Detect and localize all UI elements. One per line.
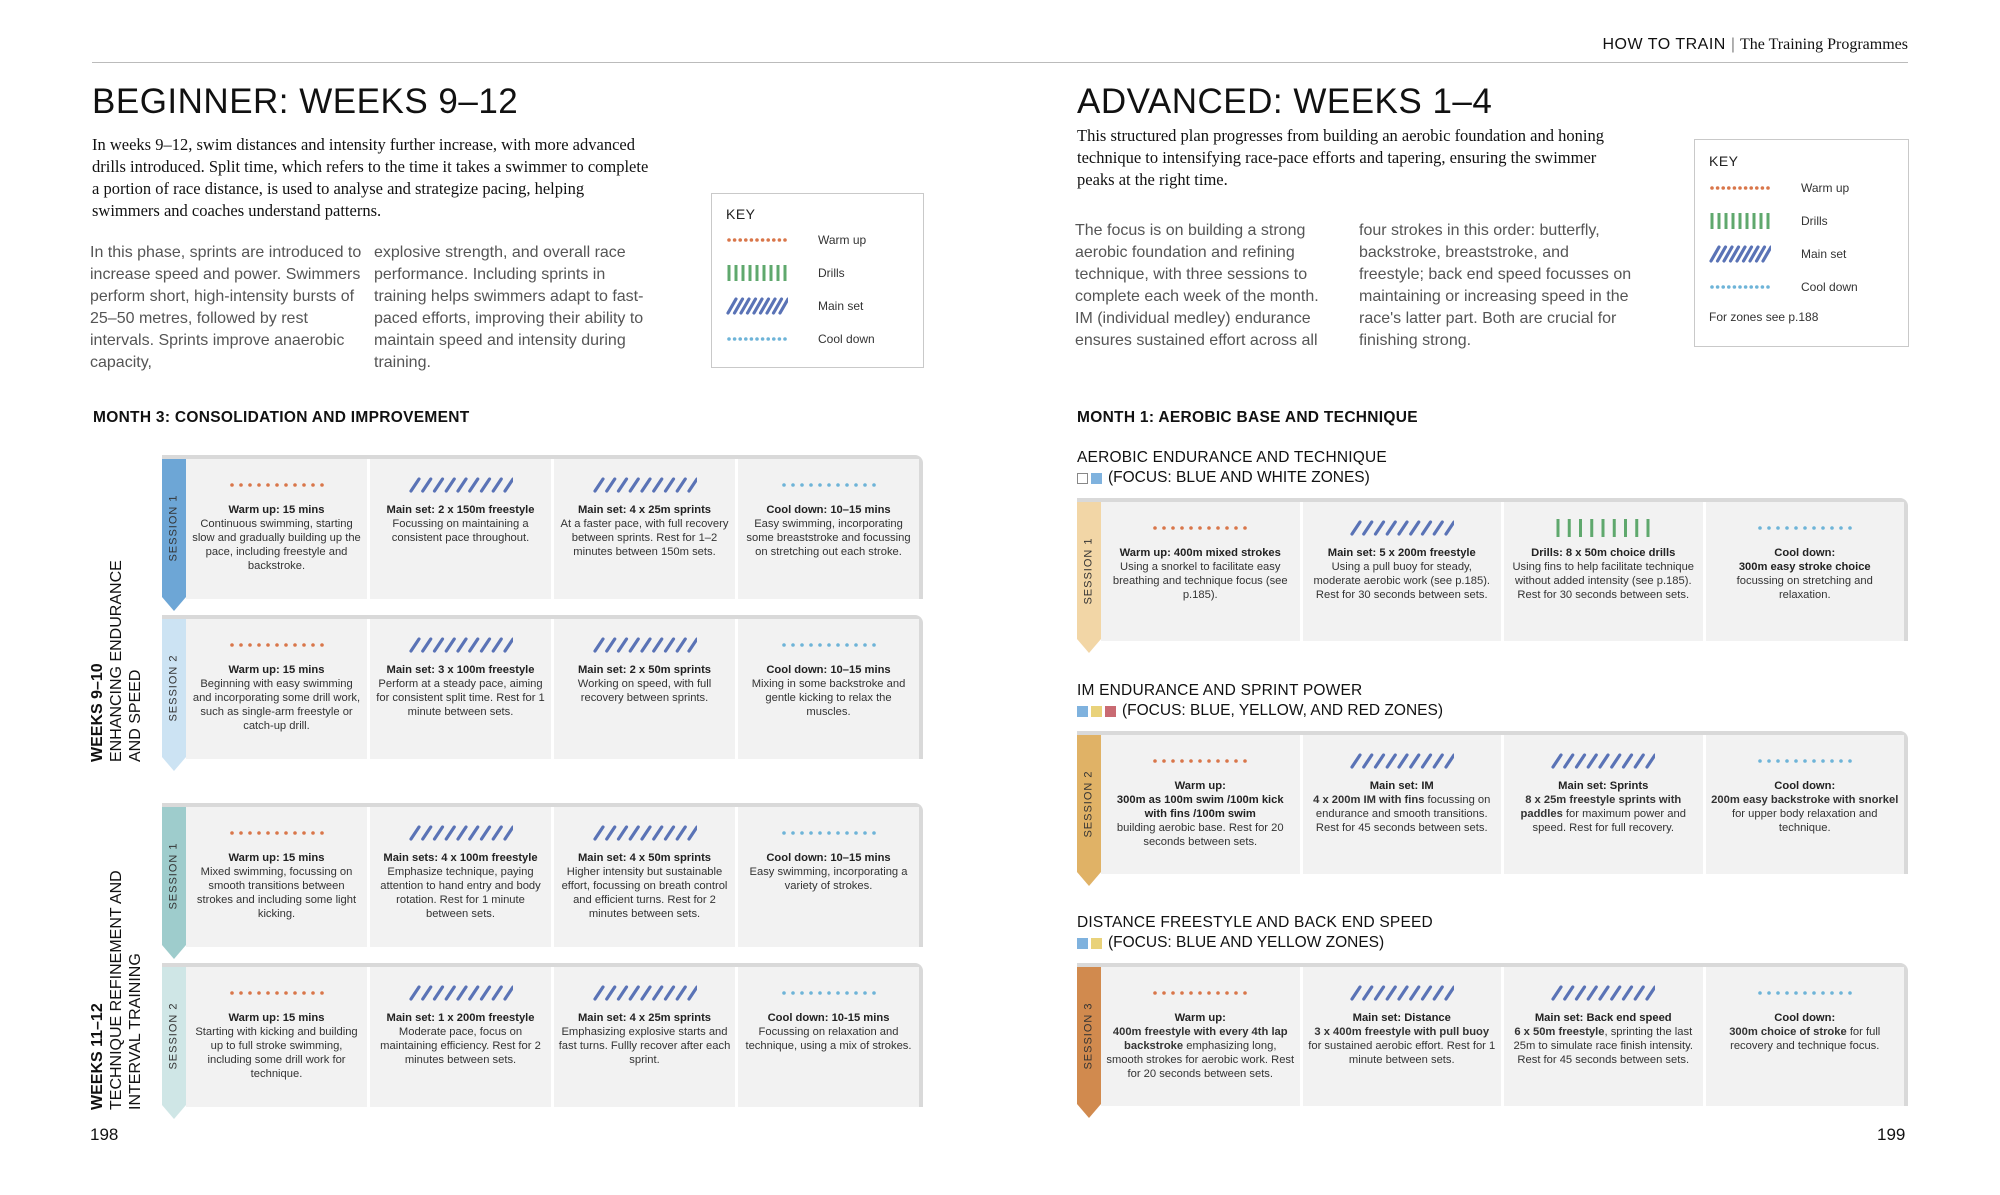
session-cell — [1303, 502, 1502, 641]
main-set-slashes-icon — [593, 637, 697, 653]
session-tab — [162, 619, 186, 773]
cell-title: Warm up: 400m mixed strokes — [1119, 547, 1281, 559]
cell-title: Main set: Back end speed — [1534, 1012, 1672, 1024]
zone-swatch — [1091, 473, 1102, 484]
session-cell — [738, 459, 919, 599]
session-label: SESSION 1 — [1083, 536, 1096, 605]
key-label: Main set — [1801, 247, 1847, 261]
main-set-slashes-icon — [409, 825, 513, 841]
cell-title: Cool down: 10–15 mins — [766, 852, 891, 864]
zone-swatch — [1105, 706, 1116, 717]
session-tab — [1077, 735, 1101, 888]
cool-down-dots-icon — [1709, 278, 1771, 296]
group-label-weeks-11-12: WEEKS 11–12 TECHNIQUE REFINEMENT AND INTERVAL TRAINING — [89, 870, 144, 1110]
session-cells — [1101, 735, 1904, 874]
cell-bold-lead: 6 x 50m freestyle — [1514, 1026, 1605, 1038]
section-heading: DISTANCE FREESTYLE AND BACK END SPEED — [1077, 914, 1433, 931]
cell-title: Cool down: 10–15 mins — [766, 504, 891, 516]
key-title: KEY — [726, 206, 756, 222]
cell-text — [1710, 1025, 1901, 1053]
session-cell — [1706, 502, 1905, 641]
session-cell — [370, 967, 551, 1107]
key-box-left — [711, 193, 924, 368]
cell-text: Moderate pace, focus on maintaining efficiency. Rest for 2 minutes between sets. — [380, 1026, 541, 1066]
cell-text: Starting with kicking and building up to full stroke swimming, including some drill work for technique. — [195, 1026, 358, 1080]
section-focus — [1077, 702, 1443, 720]
session-tab — [1077, 967, 1101, 1120]
warm-up-dots-icon — [229, 477, 325, 493]
warm-up-dots-icon — [1152, 985, 1248, 1001]
session-cells — [1101, 967, 1904, 1106]
cell-title: Main set: Sprints — [1558, 780, 1649, 792]
cell-title: Warm up: — [1174, 1012, 1226, 1024]
cell-body: focussing on endurance and smooth transitions. Rest for 45 seconds between sets. — [1315, 794, 1491, 834]
session-label: SESSION 1 — [168, 842, 181, 910]
session-cell — [738, 807, 919, 947]
main-set-slashes-icon — [1350, 753, 1454, 769]
cell-text: Emphasize technique, paying attention to hand entry and body rotation. Rest for 1 minute between sets. — [380, 866, 541, 920]
warm-up-dots-icon — [229, 825, 325, 841]
session-cell — [1504, 967, 1703, 1106]
session-tab — [162, 807, 186, 961]
cool-down-dots-icon — [781, 477, 877, 493]
right-lead-paragraph: This structured plan progresses from building an aerobic foundation and honing technique to intensifying race-pace efforts and tapering, ensuring the swimmer peaks at the right time. — [1077, 126, 1604, 189]
drills-bars-icon — [1709, 212, 1771, 230]
main-set-slashes-icon — [593, 825, 697, 841]
running-head: HOW TO TRAIN | The Training Programmes — [1602, 36, 1908, 53]
session-tab — [162, 967, 186, 1121]
cell-title: Main set: 2 x 150m freestyle — [386, 504, 535, 516]
zone-swatch — [1077, 473, 1088, 484]
cell-text: Perform at a steady pace, aiming for consistent split time. Rest for 1 minute between sets. — [376, 678, 545, 718]
session-cells — [186, 459, 919, 599]
cell-bold-lead: 3 x 400m freestyle with pull buoy — [1314, 1026, 1490, 1038]
cell-text — [1508, 1025, 1699, 1067]
main-set-slashes-icon — [1350, 985, 1454, 1001]
session-cell — [554, 459, 735, 599]
section-heading: AEROBIC ENDURANCE AND TECHNIQUE — [1077, 449, 1387, 466]
right-month-heading: MONTH 1: AEROBIC BASE AND TECHNIQUE — [1077, 409, 1418, 426]
warm-up-dots-icon — [1152, 753, 1248, 769]
session-tab — [1077, 502, 1101, 655]
main-set-slashes-icon — [409, 637, 513, 653]
main-set-slashes-icon — [726, 297, 788, 315]
session-cell — [1706, 735, 1905, 874]
cell-text: Emphasizing explosive starts and fast turns. Fullly recover after each sprint. — [558, 1026, 731, 1066]
session-tab-label — [1077, 502, 1101, 639]
session-cell — [1504, 735, 1703, 874]
cell-text: Easy swimming, incorporating a variety of strokes. — [749, 866, 908, 892]
key-box-right — [1694, 139, 1909, 347]
cell-subtitle: 300m easy stroke choice — [1738, 561, 1871, 573]
session-cell — [370, 807, 551, 947]
cell-title: Main set: IM — [1369, 780, 1434, 792]
session-cell — [1101, 502, 1300, 641]
top-rule — [92, 62, 1908, 63]
main-set-slashes-icon — [593, 477, 697, 493]
section-focus — [1077, 469, 1370, 487]
session-cell — [186, 807, 367, 947]
session-cell — [186, 967, 367, 1107]
cell-text: Continuous swimming, starting slow and gradually building up the pace, including freestyle and backstroke. — [192, 518, 361, 572]
session-cells — [186, 807, 919, 947]
warm-up-dots-icon — [1709, 179, 1771, 197]
zone-swatch — [1077, 706, 1088, 717]
session-cell — [1101, 967, 1300, 1106]
key-row — [726, 327, 916, 351]
running-head-chapter: The Training Programmes — [1740, 36, 1908, 53]
cell-title: Main set: 4 x 25m sprints — [577, 1012, 712, 1024]
cell-title: Warm up: 15 mins — [228, 1012, 325, 1024]
session-tab-label — [1077, 735, 1101, 872]
section-focus-text: (FOCUS: BLUE AND WHITE ZONES) — [1108, 469, 1370, 486]
page-number-left: 198 — [90, 1125, 119, 1144]
cell-text — [1307, 793, 1498, 835]
cell-title: Cool down: 10–15 mins — [766, 664, 891, 676]
cell-text: Beginning with easy swimming and incorporating some drill work, such as single-arm freestyle or catch-up drill. — [192, 678, 361, 732]
session-cell — [370, 619, 551, 759]
main-set-slashes-icon — [1709, 245, 1771, 263]
cell-title: Warm up: 15 mins — [228, 504, 325, 516]
cell-bold-lead: 400m freestyle with every 4th lap backstroke — [1112, 1026, 1288, 1052]
main-set-slashes-icon — [1350, 520, 1454, 536]
cell-text: Mixed swimming, focussing on smooth transitions between strokes and including some light kicking. — [196, 866, 357, 920]
key-row — [726, 294, 916, 318]
cell-body: for upper body relaxation and technique. — [1731, 808, 1878, 834]
warm-up-dots-icon — [1152, 520, 1248, 536]
cell-title: Warm up: — [1174, 780, 1226, 792]
session-cell — [554, 967, 735, 1107]
session-block — [1077, 963, 1908, 1106]
session-cells — [186, 967, 919, 1107]
section-focus — [1077, 934, 1384, 952]
cell-title: Drills: 8 x 50m choice drills — [1531, 547, 1676, 559]
warm-up-dots-icon — [229, 637, 325, 653]
cool-down-dots-icon — [1757, 520, 1853, 536]
cell-title: Main set: 4 x 25m sprints — [577, 504, 712, 516]
cell-text: Using a snorkel to facilitate easy breathing and technique focus (see p.185). — [1112, 561, 1288, 601]
session-cell — [554, 807, 735, 947]
cool-down-dots-icon — [1757, 753, 1853, 769]
left-lead-paragraph: In weeks 9–12, swim distances and intensity further increase, with more advanced drills introduced. Split time, which refers to the time it takes a swimmer to complete a portion of race distance, is used to analyse and strategize pacing, helping swimmers and coaches understand patterns. — [92, 135, 649, 220]
cell-title: Cool down: — [1774, 547, 1836, 559]
cell-text: Focussing on relaxation and technique, using a mix of strokes. — [745, 1026, 912, 1052]
right-body-col2: four strokes in this order: butterfly, backstroke, breaststroke, and freestyle; back end speed focusses on maintaining or increasing speed in the race's latter part. Both are crucial for finishing strong. — [1359, 222, 1632, 349]
key-row — [1709, 176, 1899, 200]
session-cell — [1101, 735, 1300, 874]
session-cell — [370, 459, 551, 599]
cell-title: Main set: 3 x 100m freestyle — [386, 664, 535, 676]
session-cell — [738, 967, 919, 1107]
key-row — [1709, 242, 1899, 266]
session-cell — [554, 619, 735, 759]
zone-swatch — [1077, 938, 1088, 949]
key-note: For zones see p.188 — [1709, 310, 1819, 324]
cool-down-dots-icon — [781, 637, 877, 653]
session-cell — [186, 619, 367, 759]
session-block — [1077, 498, 1908, 641]
right-body-col1: The focus is on building a strong aerobic foundation and refining technique, with three sessions to complete each week of the month. IM (individual medley) endurance ensures sustained effort across all — [1075, 222, 1319, 349]
cell-title: Cool down: — [1774, 1012, 1836, 1024]
session-label: SESSION 2 — [168, 1002, 181, 1070]
left-body-col1: In this phase, sprints are introduced to increase speed and power. Swimmers perform short, high-intensity bursts of 25–50 metres, followed by rest intervals. Sprints improve anaerobic capacity, — [90, 244, 362, 371]
cool-down-dots-icon — [781, 825, 877, 841]
group-label-weeks-9-10: WEEKS 9–10 ENHANCING ENDURANCE AND SPEED — [89, 560, 144, 762]
key-label: Drills — [818, 266, 845, 280]
main-set-slashes-icon — [593, 985, 697, 1001]
cell-text: focussing on stretching and relaxation. — [1736, 575, 1873, 601]
cell-bold-lead: 4 x 200m IM with fins — [1313, 794, 1425, 806]
cell-text: Easy swimming, incorporating some breaststroke and focussing on stretching out each stroke. — [746, 518, 911, 558]
cell-text: Higher intensity but sustainable effort, focussing on breath control and efficient turns. Rest for 2 minutes between sets. — [561, 866, 728, 920]
main-set-slashes-icon — [1551, 985, 1655, 1001]
session-cells — [186, 619, 919, 759]
key-title: KEY — [1709, 153, 1739, 169]
key-label: Warm up — [818, 233, 867, 247]
session-tab-label — [1077, 967, 1101, 1104]
session-cell — [1706, 967, 1905, 1106]
cell-bold-lead: 300m choice of stroke — [1729, 1026, 1847, 1038]
cell-body: for sustained aerobic effort. Rest for 1 minute between sets. — [1308, 1040, 1496, 1066]
session-label: SESSION 3 — [1083, 1001, 1096, 1070]
cell-text: building aerobic base. Rest for 20 seconds between sets. — [1116, 822, 1284, 848]
cell-title: Warm up: 15 mins — [228, 852, 325, 864]
session-cell — [186, 459, 367, 599]
session-tab-label — [162, 459, 186, 597]
key-label: Cool down — [818, 332, 875, 346]
cell-title: Warm up: 15 mins — [228, 664, 325, 676]
session-cell — [1303, 967, 1502, 1106]
cool-down-dots-icon — [781, 985, 877, 1001]
session-cell — [1303, 735, 1502, 874]
key-label: Drills — [1801, 214, 1828, 228]
cell-body: emphasizing long, smooth strokes for aerobic work. Rest for 20 seconds between sets. — [1106, 1040, 1295, 1080]
key-label: Main set — [818, 299, 864, 313]
session-block — [162, 615, 923, 759]
key-row — [726, 228, 916, 252]
key-row — [726, 261, 916, 285]
cool-down-dots-icon — [726, 330, 788, 348]
main-set-slashes-icon — [1551, 753, 1655, 769]
session-cell — [1504, 502, 1703, 641]
session-label: SESSION 2 — [1083, 769, 1096, 838]
key-label: Warm up — [1801, 181, 1850, 195]
key-row — [1709, 209, 1899, 233]
left-body-col2: explosive strength, and overall race performance. Including sprints in training helps swimmers adapt to fast-paced efforts, improving their ability to maintain speed and intensity during training. — [374, 244, 644, 371]
cell-text: Using a pull buoy for steady, moderate aerobic work (see p.185). Rest for 30 seconds between sets. — [1313, 561, 1491, 601]
cell-text: Focussing on maintaining a consistent pace throughout. — [391, 518, 530, 544]
left-month-heading: MONTH 3: CONSOLIDATION AND IMPROVEMENT — [93, 409, 470, 426]
zone-swatch — [1091, 706, 1102, 717]
warm-up-dots-icon — [229, 985, 325, 1001]
cell-title: Main set: 4 x 50m sprints — [577, 852, 712, 864]
right-page-title: ADVANCED: WEEKS 1–4 — [1077, 82, 1493, 121]
cell-title: Main sets: 4 x 100m freestyle — [383, 852, 538, 864]
page-number-right: 199 — [1877, 1125, 1906, 1144]
key-label: Cool down — [1801, 280, 1858, 294]
session-block — [162, 455, 923, 599]
section-focus-text: (FOCUS: BLUE AND YELLOW ZONES) — [1108, 934, 1385, 951]
cell-text — [1105, 1025, 1296, 1081]
key-row — [1709, 275, 1899, 299]
zone-swatch — [1091, 938, 1102, 949]
session-block — [162, 963, 923, 1107]
cell-body: for maximum power and speed. Rest for full recovery. — [1532, 808, 1686, 834]
session-label: SESSION 2 — [168, 654, 181, 722]
cell-text — [1508, 793, 1699, 835]
session-label: SESSION 1 — [168, 494, 181, 562]
running-head-section: HOW TO TRAIN — [1602, 36, 1726, 53]
session-cells — [1101, 502, 1904, 641]
cell-text — [1710, 793, 1901, 835]
session-tab-label — [162, 967, 186, 1105]
cell-title: Main set: 1 x 200m freestyle — [386, 1012, 535, 1024]
main-set-slashes-icon — [409, 985, 513, 1001]
session-block — [162, 803, 923, 947]
drills-bars-icon — [726, 264, 788, 282]
session-tab-label — [162, 807, 186, 945]
main-set-slashes-icon — [409, 477, 513, 493]
cell-bold-lead: 200m easy backstroke with snorkel — [1711, 794, 1899, 806]
cool-down-dots-icon — [1757, 985, 1853, 1001]
cell-title: Cool down: 10-15 mins — [767, 1012, 890, 1024]
cell-body: , sprinting the last 25m to simulate race finish intensity. Rest for 45 seconds between sets. — [1513, 1026, 1693, 1066]
left-page-title: BEGINNER: WEEKS 9–12 — [92, 82, 519, 121]
cell-title: Main set: 5 x 200m freestyle — [1327, 547, 1476, 559]
cell-bold-lead: 8 x 25m freestyle sprints with paddles — [1520, 794, 1682, 820]
cell-title: Main set: Distance — [1352, 1012, 1451, 1024]
cell-text: At a faster pace, with full recovery between sprints. Rest for 1–2 minutes between 150m sets. — [560, 518, 729, 558]
session-block — [1077, 731, 1908, 874]
cell-text — [1307, 1025, 1498, 1067]
cell-text: Working on speed, with full recovery between sprints. — [577, 678, 712, 704]
cell-text: Using fins to help facilitate technique without added intensity (see p.185). Rest for 30 seconds between sets. — [1512, 561, 1695, 601]
cell-text: Mixing in some backstroke and gentle kicking to relax the muscles. — [751, 678, 906, 718]
section-heading: IM ENDURANCE AND SPRINT POWER — [1077, 682, 1363, 699]
cell-title: Main set: 2 x 50m sprints — [577, 664, 712, 676]
section-focus-text: (FOCUS: BLUE, YELLOW, AND RED ZONES) — [1122, 702, 1443, 719]
cell-subtitle: 300m as 100m swim /100m kick with fins /100m swim — [1116, 794, 1284, 820]
cell-title: Cool down: — [1774, 780, 1836, 792]
session-cell — [738, 619, 919, 759]
session-tab-label — [162, 619, 186, 757]
drills-bars-icon — [1555, 518, 1651, 538]
cell-body: for full recovery and technique focus. — [1730, 1026, 1881, 1052]
session-tab — [162, 459, 186, 613]
warm-up-dots-icon — [726, 231, 788, 249]
